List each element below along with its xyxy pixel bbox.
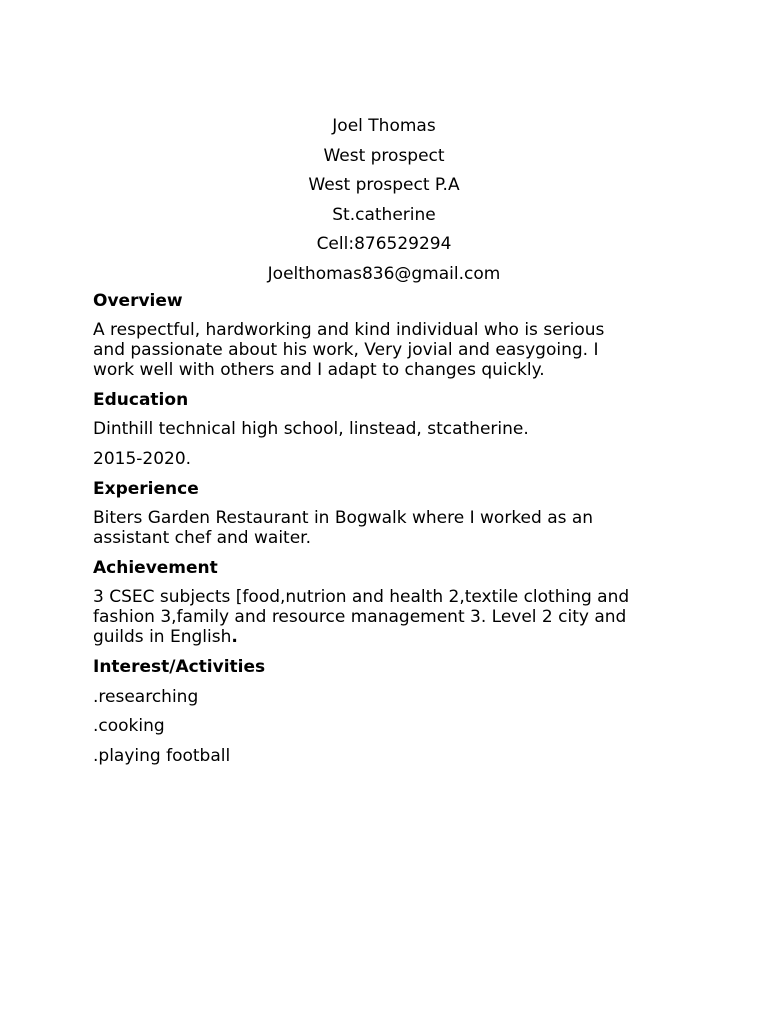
- overview-section: [93, 291, 683, 381]
- achievement-section: [93, 558, 683, 648]
- interests-heading: Interest/Activities: [93, 656, 266, 677]
- experience-section: [93, 479, 683, 549]
- contact-header: [93, 112, 675, 290]
- overview-heading: Overview: [93, 290, 183, 311]
- overview-line: A respectful, hardworking and kind individual who is serious: [93, 320, 605, 341]
- achievement-text: [93, 587, 683, 647]
- achievement-heading: Achievement: [93, 557, 218, 578]
- interest-item: .playing football: [93, 745, 231, 766]
- overview-line: work well with others and I adapt to changes quickly.: [93, 360, 545, 381]
- parish: St.catherine: [332, 204, 436, 225]
- address-line-2: West prospect P.A: [308, 175, 460, 196]
- interest-item: .cooking: [93, 716, 165, 737]
- overview-line: and passionate about his work, Very jovial and easygoing. I: [93, 340, 599, 361]
- cell-number: Cell:876529294: [316, 234, 452, 255]
- address-line-1: West prospect: [323, 145, 445, 166]
- achievement-line-last: [93, 627, 683, 647]
- applicant-name: Joel Thomas: [332, 116, 436, 136]
- resume-page: [93, 112, 683, 775]
- achievement-end-mark: .: [231, 627, 238, 648]
- experience-text: [93, 508, 683, 548]
- experience-line: assistant chef and waiter.: [93, 528, 311, 549]
- experience-line: Biters Garden Restaurant in Bogwalk where I worked as an: [93, 508, 594, 529]
- overview-text: [93, 320, 683, 380]
- achievement-line: 3 CSEC subjects [food,nutrion and health 2,textile clothing and: [93, 587, 630, 608]
- achievement-line: guilds in English: [93, 627, 232, 648]
- achievement-line: fashion 3,family and resource management 3. Level 2 city and: [93, 607, 627, 628]
- interests-section: [93, 657, 683, 766]
- education-years: 2015-2020.: [93, 448, 192, 469]
- education-school: Dinthill technical high school, linstead, stcatherine.: [93, 419, 529, 440]
- experience-heading: Experience: [93, 478, 199, 499]
- email-address: Joelthomas836@gmail.com: [267, 263, 501, 284]
- interest-item: .researching: [93, 686, 199, 707]
- education-heading: Education: [93, 389, 189, 410]
- education-section: [93, 390, 683, 469]
